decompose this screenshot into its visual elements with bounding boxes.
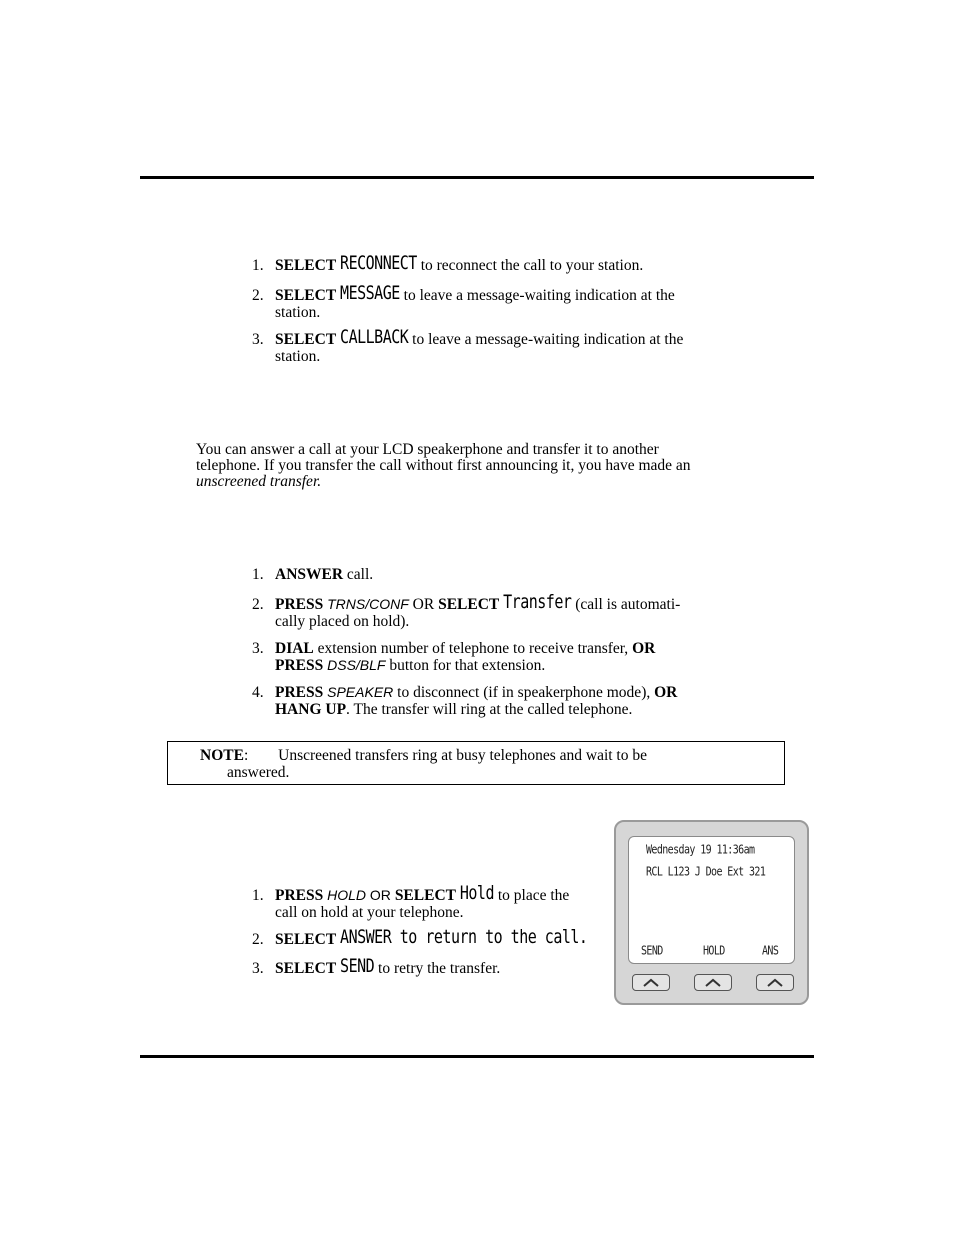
lcd-screen: [628, 836, 795, 964]
lcd-key-label: Hold: [459, 881, 494, 904]
lcd-key-label: RECONNECT: [340, 251, 417, 274]
chevron-up-icon: [766, 977, 784, 987]
lcd-key-label: SEND: [340, 954, 375, 977]
lcd-key-label: CALLBACK: [340, 325, 409, 348]
item-text: SELECT RECONNECT to reconnect the call to your station.: [275, 251, 644, 274]
softkey-label-ans: ANS: [762, 945, 779, 959]
lcd-line-datetime: Wednesday 19 11:36am: [646, 844, 755, 858]
softkey-label-hold: HOLD: [703, 945, 725, 959]
item-text: SELECT MESSAGE to leave a message-waiting indication at the station.: [275, 281, 675, 321]
top-rule: [140, 176, 814, 179]
intro-paragraph: You can answer a call at your LCD speakerphone and transfer it to another telephone. If you transfer the call without first announcing it, you have made an unscreened transfer.: [196, 441, 691, 490]
lcd-key-label: Transfer: [503, 590, 572, 613]
chevron-up-icon: [642, 977, 660, 987]
softkey-button-hold[interactable]: [694, 974, 732, 991]
softkey-button-send[interactable]: [632, 974, 670, 991]
hard-key-label: HOLD: [327, 887, 367, 903]
hard-key-label: SPEAKER: [327, 684, 394, 700]
note-text: Unscreened transfers ring at busy telephones and wait to be: [278, 747, 647, 764]
hard-key-label: DSS/BLF: [327, 657, 386, 673]
item-text: SELECT CALLBACK to leave a message-waiting indication at the station.: [275, 325, 684, 365]
lcd-key-label: ANSWER to return to the call.: [340, 925, 588, 948]
note-box: NOTE: Unscreened transfers ring at busy telephones and wait to be answered.: [167, 741, 785, 785]
hard-key-label: TRNS/CONF: [327, 596, 409, 612]
softkey-button-ans[interactable]: [756, 974, 794, 991]
item-number: 1.: [252, 257, 264, 274]
chevron-up-icon: [704, 977, 722, 987]
phone-display-illustration: [614, 820, 809, 1005]
lcd-key-label: MESSAGE: [340, 281, 400, 304]
bottom-rule: [140, 1055, 814, 1058]
lcd-line-call-info: RCL L123 J Doe Ext 321: [646, 866, 766, 880]
note-label: NOTE: [200, 747, 244, 764]
softkey-label-send: SEND: [641, 945, 663, 959]
